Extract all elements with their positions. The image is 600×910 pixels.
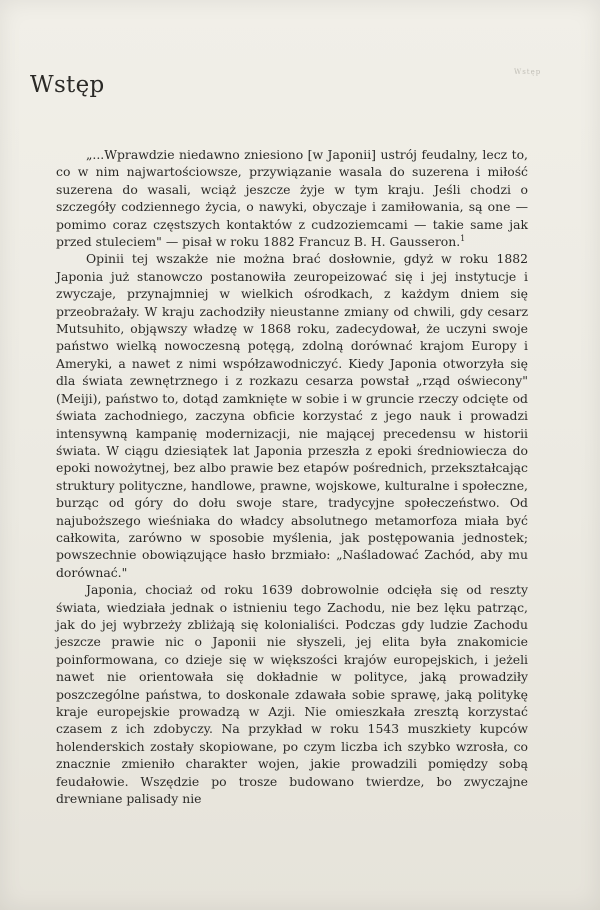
- chapter-title: Wstęp: [30, 72, 105, 98]
- footnote-marker: 1: [460, 233, 466, 243]
- faded-corner-mark: Wstęp: [514, 68, 542, 76]
- paragraph-3: Japonia, chociaż od roku 1639 dobrowolnie odcięła się od reszty świata, wiedziała jednak o istnieniu tego Zachodu, nie bez lęku patrząc, jak do jej wybrzeży zbliżają się kolonialiści. Podczas gdy ludzie Zachodu jeszcze prawie nic o Japonii nie słyszeli, jej elita była znakomicie poinformowana, co dzieje się w większości krajów europejskich, i jeżeli nawet nie orientowała się dokładnie w polityce, jaką prowadziły poszczególne państwa, to doskonale zdawała sobie sprawę, jaką politykę kraje europejskie prowadzą w Azji. Nie omieszkała zresztą korzystać czasem z ich zdobyczy. Na przykład w roku 1543 muszkiety kupców holenderskich zostały skopiowane, po czym liczba ich szybko wzrosła, co znacznie zmieniło charakter wojen, jakie prowadzili pomiędzy sobą feudałowie. Wszędzie po trosze budowano twierdze, bo zwyczajne drewniane palisady nie: [56, 582, 528, 807]
- paragraph-1-text: „...Wprawdzie niedawno zniesiono [w Japonii] ustrój feudalny, lecz to, co w nim najwartościowsze, przywiązanie wasala do suzerena i miłość suzerena do wasali, wciąż jeszcze żyje w tym kraju. Jeśli chodzi o szczegóły codziennego życia, o nawyki, obyczaje i zamiłowania, są one — pomimo coraz częstszych kontaktów z cudzoziemcami — takie same jak przed stuleciem" — pisał w roku 1882 Francuz B. H. Gausseron.: [56, 147, 528, 250]
- paragraph-2: Opinii tej wszakże nie można brać dosłownie, gdyż w roku 1882 Japonia już stanowczo postanowiła zeuropeizować się i jej instytucje i zwyczaje, przynajmniej w wielkich ośrodkach, z każdym dniem się przeobrażały. W kraju zachodziły nieustanne zmiany od chwili, gdy cesarz Mutsuhito, objąwszy władzę w 1868 roku, zadecydował, że uczyni swoje państwo wielką nowoczesną potęgą, zdolną dorównać krajom Europy i Ameryki, a nawet z nimi współzawodniczyć. Kiedy Japonia otworzyła się dla świata zewnętrznego i z rozkazu cesarza powstał „rząd oświecony" (Meiji), państwo to, dotąd zamknięte w sobie i w gruncie rzeczy odcięte od świata zachodniego, zaczyna obficie korzystać z jego nauk i prowadzi intensywną kampanię modernizacji, nie mającej precedensu w historii świata. W ciągu dziesiątek lat Japonia przeszła z epoki średniowiecza do epoki nowożytnej, bez albo prawie bez etapów pośrednich, przekształcając struktury polityczne, handlowe, prawne, wojskowe, kulturalne i społeczne, burząc od góry do dołu swoje stare, tradycyjne społeczeństwo. Od najuboższego wieśniaka do władcy absolutnego metamorfoza miała być całkowita, zarówno w sposobie myślenia, jak postępowania jednostek; powszechnie obowiązujące hasło brzmiało: „Naśladować Zachód, aby mu dorównać.": [56, 251, 528, 580]
- body-text: [56, 146, 528, 807]
- paragraph-quote: [56, 146, 528, 250]
